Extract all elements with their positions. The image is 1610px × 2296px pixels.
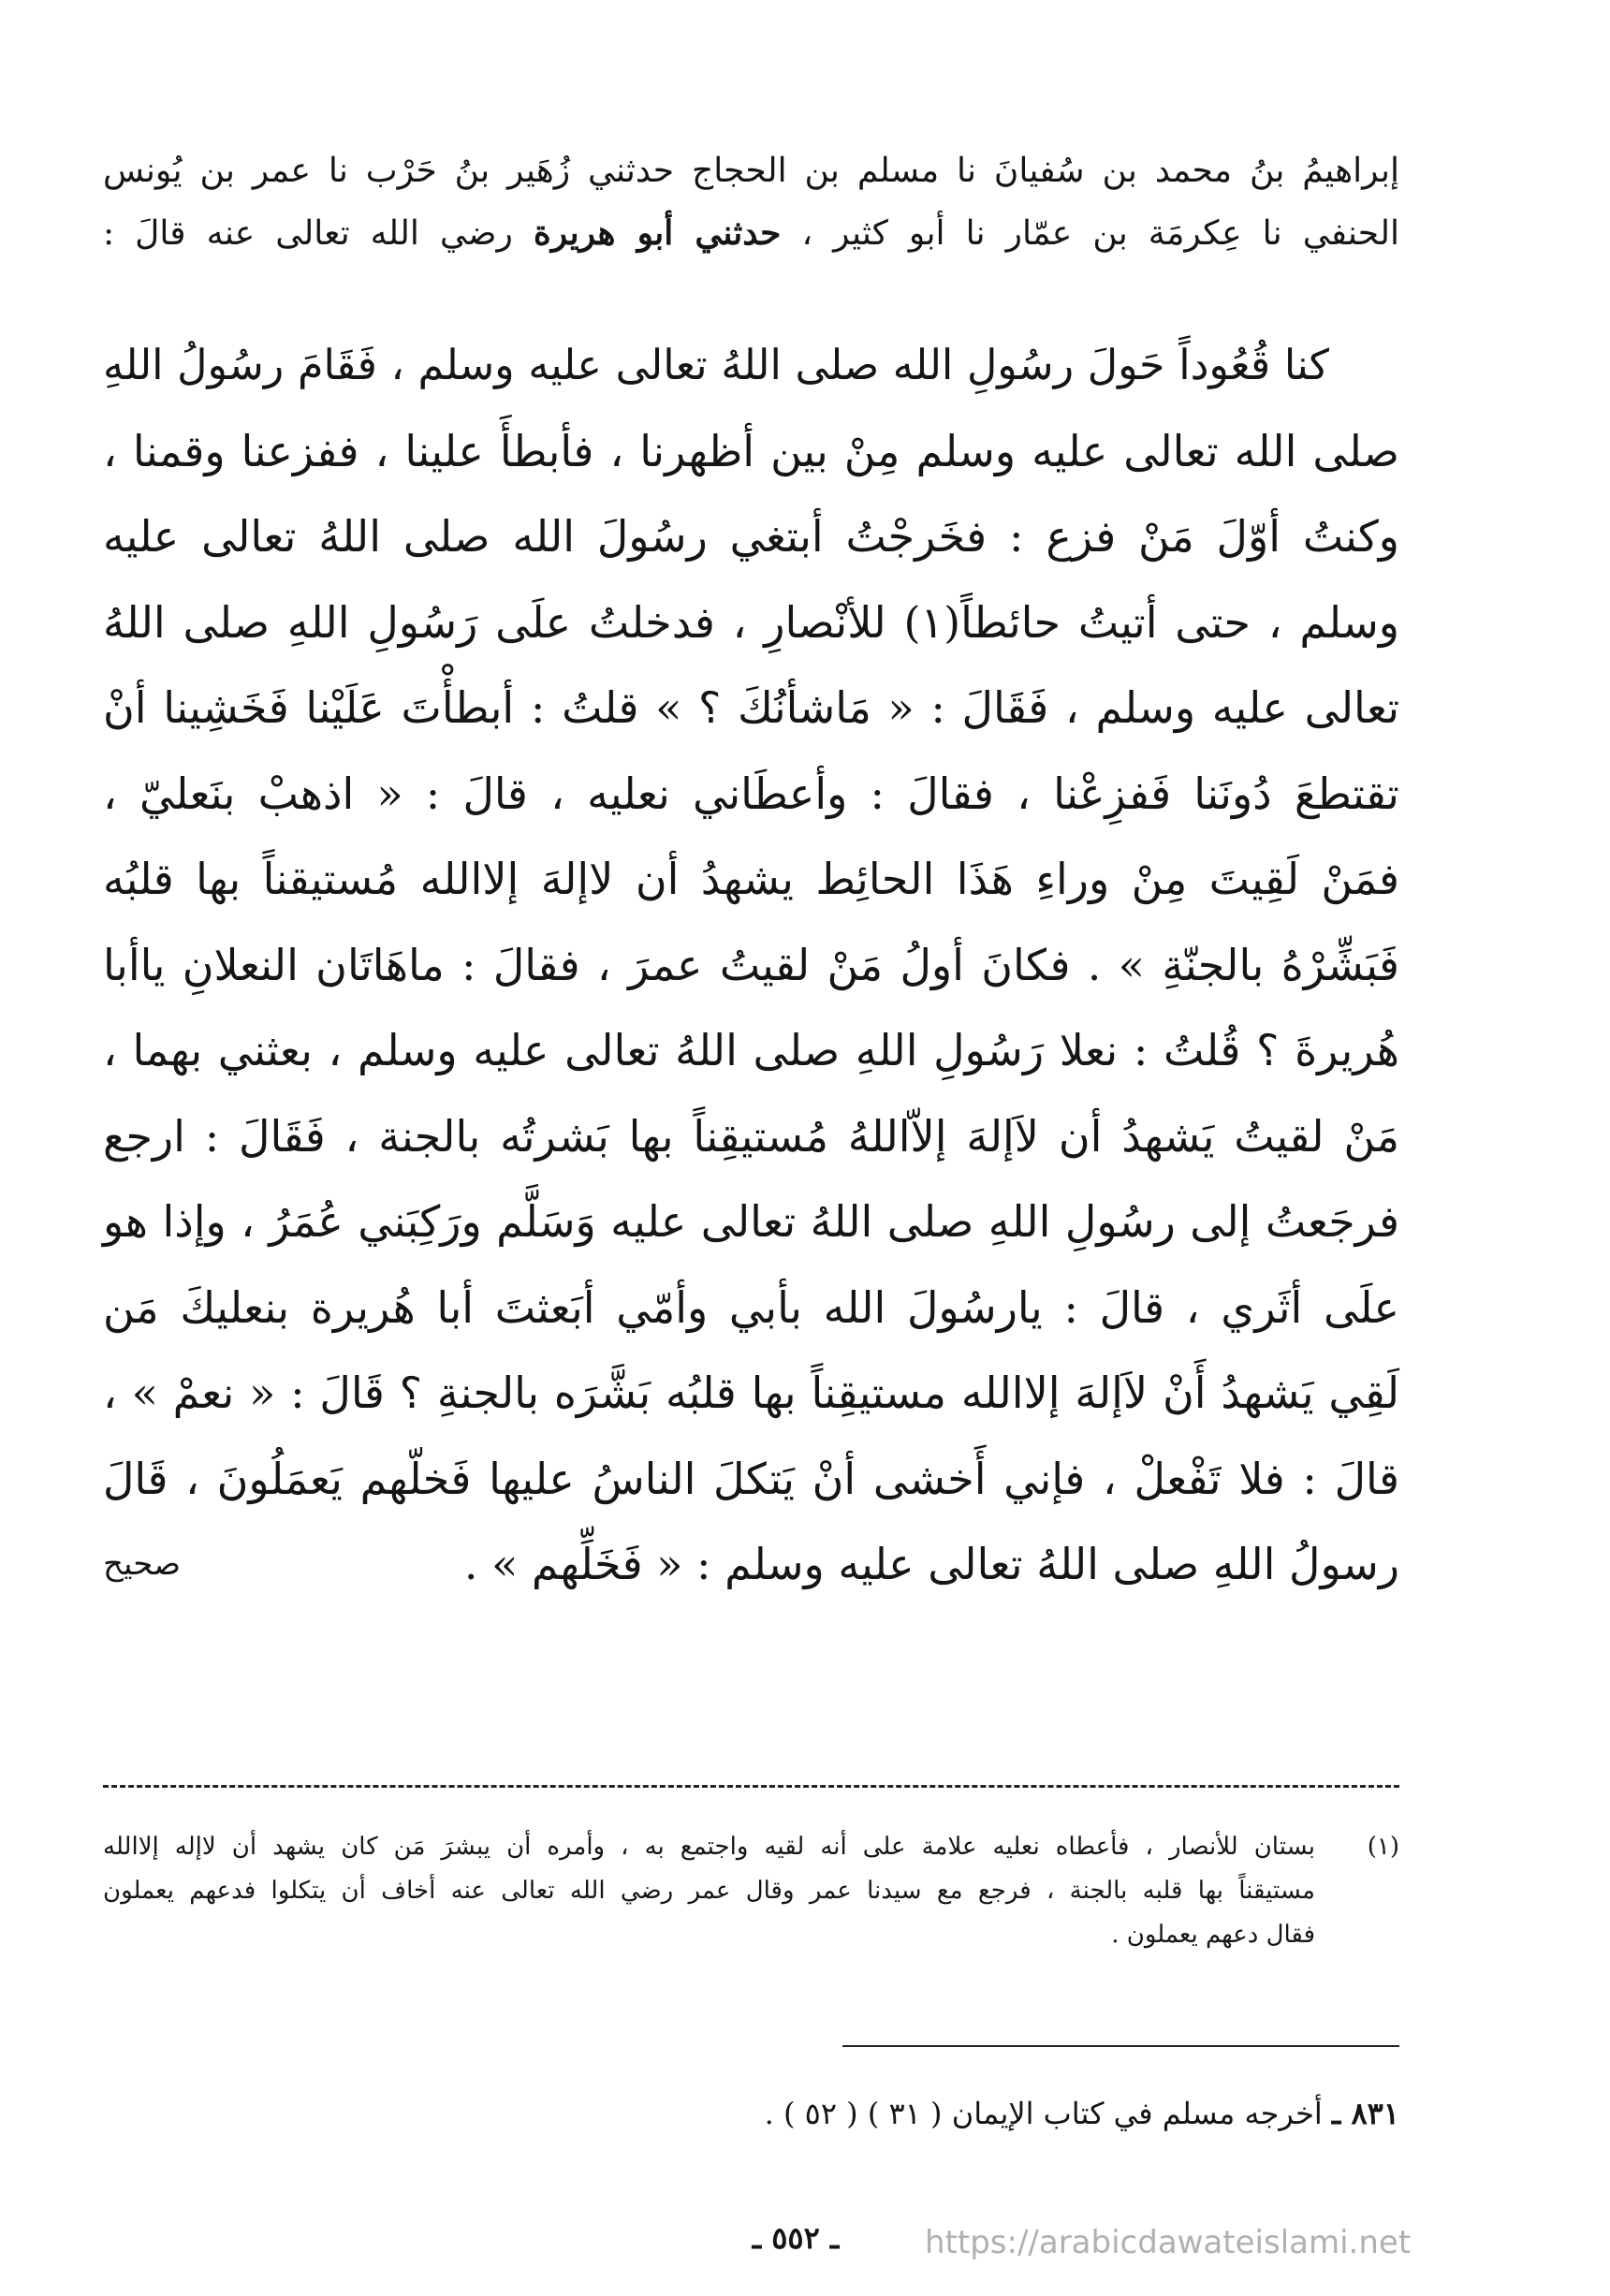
hadith-line: صلى الله تعالى عليه وسلم مِنْ بين أظهرنا ، فأبطأَ علينا ، ففزعنا وقمنا ،: [103, 425, 1399, 476]
grade-label: صحيح: [103, 1545, 182, 1583]
hadith-line: كنا قُعُوداً حَولَ رسُولِ الله صلى اللهُ تعالى عليه وسلم ، فَقَامَ رسُولُ اللهِ: [103, 342, 1329, 389]
hadith-line: قالَ : فلا تَفْعلْ ، فإني أَخشى أنْ يَتكلَ الناسُ عليها فَخلّهم يَعمَلُونَ ، قَالَ: [103, 1453, 1399, 1504]
footnote-divider: [842, 2045, 1399, 2047]
footnote-line: فقال دعهم يعملون .: [1111, 1921, 1315, 1949]
hadith-line: تعالى عليه وسلم ، فَقَالَ : « مَاشأنُكَ ؟ » قلتُ : أبطأْتَ عَلَيْنا فَخَشِينا أنْ: [103, 682, 1399, 733]
takhrij-text: أخرجه مسلم في كتاب الإيمان ( ٣١ ) ( ٥٢ ) .: [764, 2096, 1332, 2131]
isnad-text: الحنفي نا عِكرمَة بن عمّار نا أبو كثير ،: [781, 214, 1399, 253]
footnote-line: بستان للأنصار ، فأعطاه نعليه علامة على أنه لقيه واجتمع به ، وأمره أن يبشرَ مَن كان يشهد أن لاإله إلاالله: [103, 1833, 1316, 1861]
isnad-line: [103, 202, 1399, 265]
takhrij-reference: [103, 2085, 1399, 2142]
hadith-line: فمَنْ لَقِيتَ مِنْ وراءِ هَذَا الحائِط يشهدُ أن لاإلهَ إلاالله مُستيقناً بها قلبُه: [103, 854, 1399, 904]
hadith-line: وكنتُ أوّلَ مَنْ فزع : فخَرجْتُ أبتغي رسُولَ الله صلى اللهُ تعالى عليه: [103, 511, 1399, 562]
footnote-line: مستيقناً بها قلبه بالجنة ، فرجع مع سيدنا عمر وقال عمر رضي الله تعالى عنه أخاف أن يتكلوا فدعهم يعملون: [103, 1877, 1315, 1905]
page-number: ـ ٥٥٢ ـ: [752, 2220, 840, 2256]
hadith-line: لَقِي يَشهدُ أَنْ لاَإلهَ إلاالله مستيقِناً بها قلبُه بَشَّرَه بالجنةِ ؟ قَالَ : « نعمْ » ،: [103, 1367, 1399, 1418]
isnad-chain: [103, 140, 1399, 265]
hadith-text: [103, 323, 1399, 1608]
hadith-line: مَنْ لقيتُ يَشهدُ أن لاَإلهَ إلاّاللهُ مُستيقِناً بها بَشرتُه بالجنة ، فَقَالَ : ارجع: [103, 1110, 1399, 1162]
hadith-line: فرجَعتُ إلى رسُولِ اللهِ صلى اللهُ تعالى عليه وَسَلَّم ورَكِبَني عُمَرُ ، وإذا هو: [103, 1196, 1399, 1247]
watermark-url: https://arabicdawateislami.net: [925, 2224, 1412, 2261]
hadith-line: [103, 1522, 1399, 1608]
isnad-text: رضي الله تعالى عنه قالَ :: [103, 214, 534, 253]
hadith-line: تقتطعَ دُونَنا فَفزِعْنا ، فقالَ : وأعطَاني نعليه ، قالَ : « اذهبْ بنَعليّ ،: [103, 768, 1399, 819]
hadith-line: وسلم ، حتى أتيتُ حائطاً(١) للأنْصارِ ، فدخلتُ علَى رَسُولِ اللهِ صلى اللهُ: [103, 596, 1399, 648]
hadith-line: هُريرةَ ؟ قُلتُ : نعلا رَسُولِ اللهِ صلى اللهُ تعالى عليه وسلم ، بعثني بهما ،: [103, 1025, 1399, 1075]
narrator-name: حدثني أبو هريرة: [533, 213, 782, 253]
footnote: [103, 1825, 1399, 1957]
footnote-body: [103, 1825, 1315, 1957]
hadith-number: ٨٣١ ـ: [1331, 2096, 1399, 2131]
isnad-line: إبراهيمُ بنُ محمد بن سُفيانَ نا مسلم بن الحجاج حدثني زُهَير بنُ حَرْب نا عمر بن يُونس: [103, 152, 1399, 190]
hadith-line: علَى أثَري ، قالَ : يارسُولَ الله بأبي وأمّي أبَعثتَ أبا هُريرة بنعليكَ مَن: [103, 1281, 1399, 1333]
hadith-line-text: رسولُ اللهِ صلى اللهُ تعالى عليه وسلم : « فَخَلِّهم » .: [463, 1539, 1399, 1589]
dashed-divider: [103, 1785, 1399, 1788]
footnote-marker: (١): [1367, 1833, 1399, 1861]
hadith-line: فَبَشِّرْهُ بالجنّةِ » . فكانَ أولُ مَنْ لقيتُ عمرَ ، فقالَ : ماهَاتَان النعلانِ ياأبا: [103, 939, 1399, 990]
